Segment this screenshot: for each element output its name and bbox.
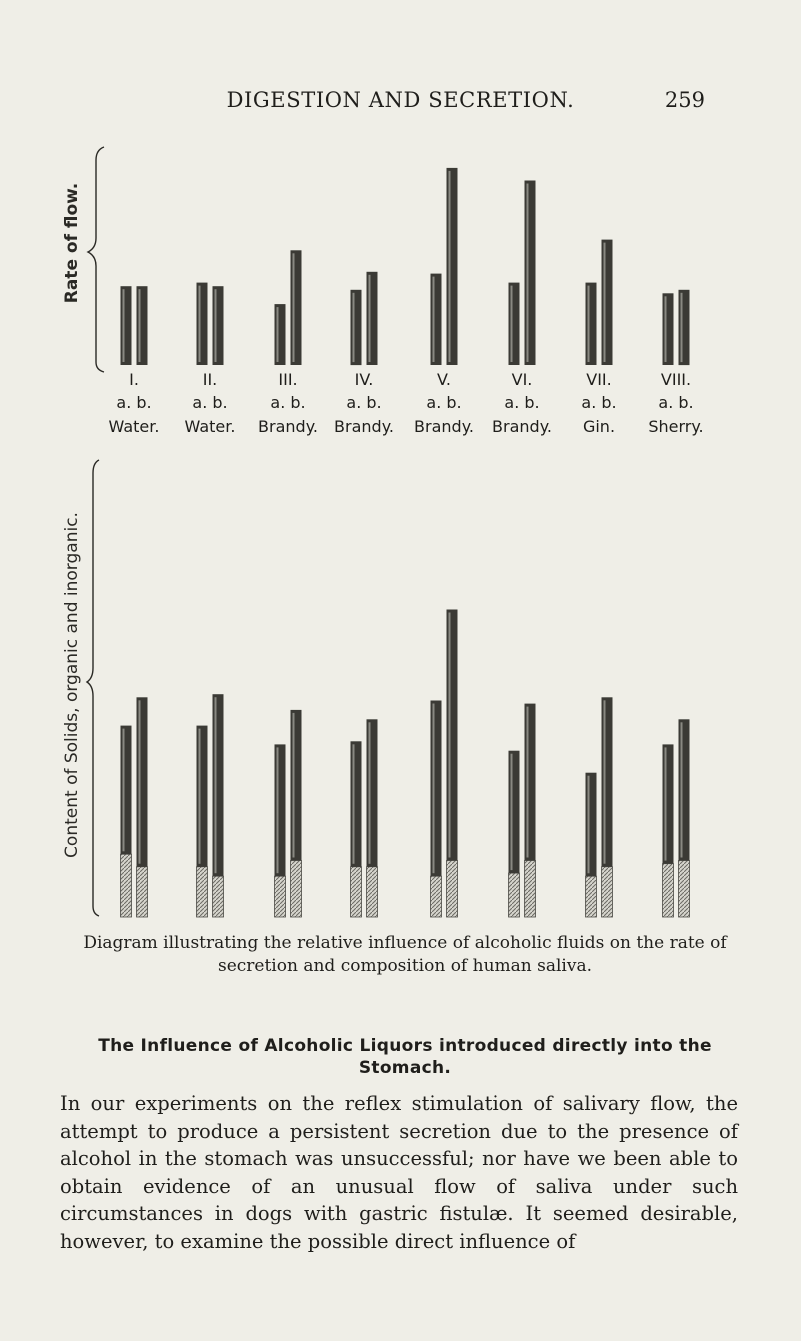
solids-bar-b-highlight: [604, 700, 606, 863]
flow-bar-b-highlight: [369, 275, 371, 362]
solids-bar-a-organic: [431, 701, 442, 877]
category-pair-label: a. b.: [658, 393, 694, 412]
category-fluid-label: Sherry.: [648, 417, 704, 436]
solids-bar-a-highlight: [511, 754, 513, 870]
flow-bar-a-highlight: [353, 293, 355, 362]
category-numeral: I.: [129, 370, 139, 389]
content-of-solids-bars: [121, 610, 690, 918]
solids-bar-b-organic: [525, 704, 536, 861]
solids-bar-a-highlight: [665, 747, 667, 860]
flow-bar-b-highlight: [293, 253, 295, 362]
category-numeral: V.: [437, 370, 451, 389]
solids-bar-b-highlight: [527, 707, 529, 858]
content-of-solids-brace: [87, 460, 99, 916]
flow-bar-a-highlight: [277, 307, 279, 362]
solids-bar-a-highlight: [353, 744, 355, 864]
solids-bar-b-organic: [367, 719, 378, 867]
flow-bar-a: [663, 293, 674, 365]
solids-bar-b-highlight: [215, 697, 217, 873]
flow-bar-a-highlight: [199, 286, 201, 362]
solids-bar-a-organic: [663, 744, 674, 863]
figure-caption: Diagram illustrating the relative influence of alcoholic fluids on the rate of secretion and composition of human saliva.: [83, 933, 727, 976]
flow-bar-a-highlight: [511, 286, 513, 362]
category-pair-label: a. b.: [581, 393, 617, 412]
category-fluid-label: Brandy.: [258, 417, 318, 436]
flow-bar-b-highlight: [527, 184, 529, 363]
solids-bar-b-inorganic: [679, 861, 690, 918]
flow-bar-a: [351, 290, 362, 365]
solids-bar-b-inorganic: [291, 861, 302, 918]
category-fluid-label: Brandy.: [492, 417, 552, 436]
flow-bar-b: [679, 290, 690, 365]
flow-bar-a: [586, 283, 597, 365]
category-pair-label: a. b.: [192, 393, 228, 412]
solids-bar-a-organic: [275, 744, 286, 876]
flow-bar-a-highlight: [123, 289, 125, 362]
rate-of-flow-brace: [88, 147, 104, 372]
section-heading: The Influence of Alcoholic Liquors introduced directly into the Stomach.: [98, 1036, 712, 1078]
solids-bar-a-inorganic: [197, 867, 208, 917]
solids-bar-a-organic: [197, 726, 208, 867]
solids-bar-a-highlight: [588, 776, 590, 874]
content-of-solids-chart: [62, 460, 690, 917]
flow-bar-a-highlight: [665, 296, 667, 362]
solids-bar-a-inorganic: [121, 854, 132, 917]
solids-bar-b-highlight: [139, 700, 141, 863]
solids-bar-b-inorganic: [447, 861, 458, 918]
flow-bar-b: [213, 286, 224, 365]
solids-bar-a-inorganic: [351, 867, 362, 917]
flow-bar-a: [275, 304, 286, 365]
category-pair-label: a. b.: [116, 393, 152, 412]
flow-bar-a: [197, 283, 208, 365]
solids-bar-a-inorganic: [275, 876, 286, 917]
category-numeral: IV.: [354, 370, 374, 389]
content-of-solids-axis-label: Content of Solids, organic and inorganic.: [62, 512, 82, 858]
solids-bar-a-inorganic: [431, 876, 442, 917]
running-title: DIGESTION AND SECRETION.: [226, 88, 575, 112]
flow-bar-b-highlight: [215, 289, 217, 362]
category-fluid-label: Brandy.: [334, 417, 394, 436]
category-numeral: VII.: [586, 370, 612, 389]
solids-bar-b-organic: [447, 610, 458, 861]
flow-bar-a-highlight: [433, 277, 435, 362]
solids-bar-a-highlight: [277, 747, 279, 873]
solids-bar-b-inorganic: [137, 867, 148, 917]
flow-bar-b-highlight: [604, 243, 606, 362]
solids-bar-b-inorganic: [525, 861, 536, 918]
flow-bar-b: [447, 168, 458, 365]
rate-of-flow-bars: [121, 168, 690, 365]
flow-bar-b: [137, 286, 148, 365]
category-numeral: VIII.: [660, 370, 692, 389]
flow-bar-b: [291, 250, 302, 365]
solids-bar-a-organic: [351, 741, 362, 867]
solids-bar-b-highlight: [293, 713, 295, 858]
category-fluid-label: Water.: [108, 417, 160, 436]
solids-bar-b-organic: [213, 694, 224, 876]
flow-bar-b: [525, 181, 536, 366]
solids-bar-a-inorganic: [586, 876, 597, 917]
flow-bar-a-highlight: [588, 286, 590, 362]
rate-of-flow-axis-label: Rate of flow.: [62, 182, 82, 304]
solids-bar-b-highlight: [681, 722, 683, 857]
solids-bar-a-highlight: [123, 729, 125, 852]
solids-bar-b-inorganic: [367, 867, 378, 917]
flow-bar-b-highlight: [449, 171, 451, 362]
category-pair-label: a. b.: [270, 393, 306, 412]
solids-bar-b-inorganic: [602, 867, 613, 917]
solids-bar-b-organic: [291, 710, 302, 861]
category-numeral: VI.: [511, 370, 533, 389]
flow-bar-b: [367, 272, 378, 365]
solids-bar-b-organic: [137, 697, 148, 866]
page-number: 259: [664, 88, 705, 112]
category-fluid-label: Water.: [184, 417, 236, 436]
solids-bar-a-inorganic: [663, 864, 674, 917]
rate-of-flow-chart: [62, 147, 704, 436]
body-paragraph: In our experiments on the reflex stimulation of salivary flow, the attempt to produce a persistent secretion due to the presence of alcohol in the stomach was unsuccessful; nor have we been able to obtain evidence of an unusual flow of saliva under such circumstances in dogs with gastric fistulæ. It seemed desirable, however, to examine the possible direct influence of: [60, 1092, 738, 1253]
category-fluid-label: Gin.: [582, 417, 616, 436]
solids-bar-a-inorganic: [509, 873, 520, 917]
category-pair-label: a. b.: [346, 393, 382, 412]
solids-bar-b-highlight: [369, 722, 371, 864]
category-pair-label: a. b.: [504, 393, 540, 412]
flow-bar-b-highlight: [139, 289, 141, 362]
solids-bar-a-highlight: [433, 704, 435, 874]
category-pair-label: a. b.: [426, 393, 462, 412]
solids-bar-b-highlight: [449, 613, 451, 858]
solids-bar-a-organic: [121, 726, 132, 855]
solids-bar-a-highlight: [199, 729, 201, 864]
rate-of-flow-category-labels: [109, 370, 704, 436]
category-numeral: II.: [202, 370, 218, 389]
solids-bar-a-organic: [586, 773, 597, 877]
solids-bar-b-organic: [602, 697, 613, 866]
solids-bar-b-organic: [679, 719, 690, 860]
category-numeral: III.: [278, 370, 298, 389]
flow-bar-a: [431, 274, 442, 365]
category-fluid-label: Brandy.: [414, 417, 474, 436]
flow-bar-b: [602, 240, 613, 365]
solids-bar-b-inorganic: [213, 876, 224, 917]
flow-bar-b-highlight: [681, 293, 683, 362]
flow-bar-a: [121, 286, 132, 365]
solids-bar-a-organic: [509, 751, 520, 873]
flow-bar-a: [509, 283, 520, 365]
